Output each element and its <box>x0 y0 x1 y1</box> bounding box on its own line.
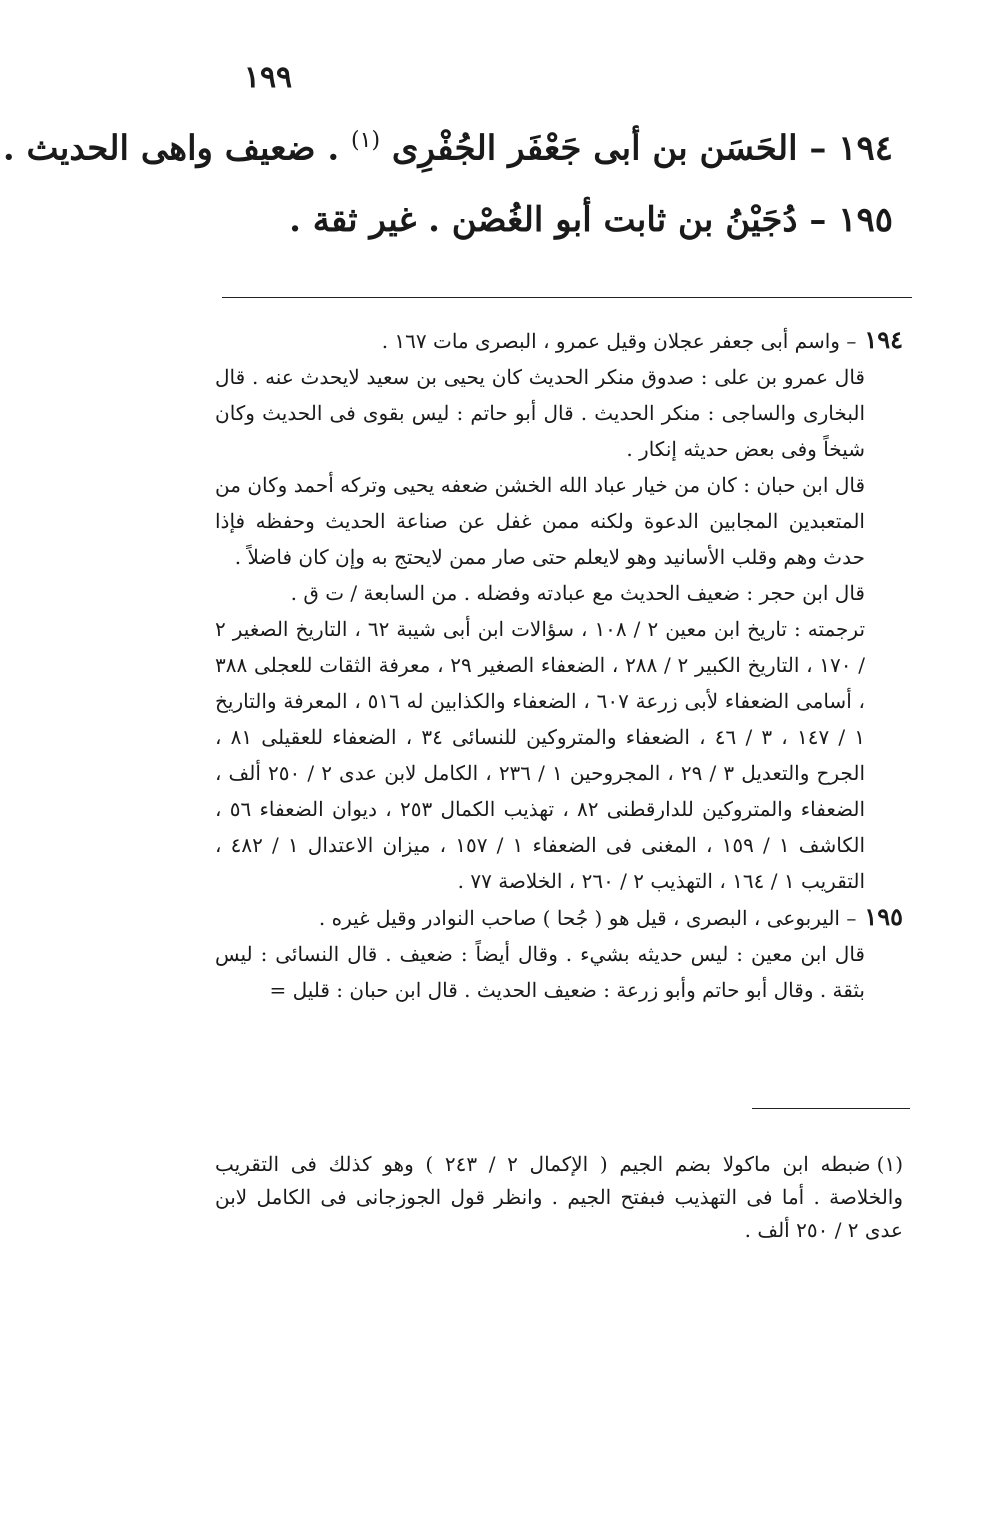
page-number: ١٩٩ <box>243 60 293 95</box>
note-head-text: – اليربوعى ، البصرى ، قيل هو ( جُحا ) صاحب النوادر وقيل غيره . <box>318 906 857 930</box>
note-paragraph: قال ابن معين : ليس حديثه بشيء . وقال أيضاً : ضعيف . قال النسائى : ليس بثقة . وقال أبو حاتم وأبو زرعة : ضعيف الحديث . قال ابن حبان : قليل = <box>215 942 865 1002</box>
note-194 <box>215 322 903 899</box>
footnote-text: ضبطه ابن ماكولا بضم الجيم ( الإكمال ٢ / ٢٤٣ ) وهو كذلك فى التقريب والخلاصة . أما فى التهذيب فبفتح الجيم . وانظر قول الجوزجانى فى الكامل لابن عدى ٢ / ٢٥٠ ألف . <box>215 1152 903 1242</box>
main-divider <box>222 297 912 298</box>
entry-text: دُجَيْنُ بن ثابت أبو الغُصْن . غير ثقة . <box>289 200 798 240</box>
entry-verdict: . ضعيف واهى الحديث . <box>2 128 340 169</box>
note-head <box>215 899 903 936</box>
footnote-ref: (١) <box>351 128 381 153</box>
note-paragraph: قال ابن حبان : كان من خيار عباد الله الخشن ضعفه يحيى وتركه أحمد وكان من المتعبدين المجابين الدعوة ولكنه ممن غفل عن صناعة الحديث وحفظه فإذا حدث وهم وقلب الأسانيد وهو لايعلم حتى صار ممن لايحتج به وإن كان فاضلاً . <box>215 473 865 569</box>
note-paragraph: قال عمرو بن على : صدوق منكر الحديث كان يحيى بن سعيد لايحدث عنه . قال البخارى والساجى : منكر الحديث . قال أبو حاتم : ليس بقوى فى الحديث وكان شيخاً وفى بعض حديثه إنكار . <box>215 365 865 461</box>
note-head <box>215 322 903 359</box>
note-number: ١٩٥ <box>864 902 903 931</box>
footnote <box>215 1148 903 1247</box>
entry-195 <box>120 200 893 241</box>
entry-number: ١٩٤ <box>838 128 893 169</box>
note-paragraph: ترجمته : تاريخ ابن معين ٢ / ١٠٨ ، سؤالات ابن أبى شيبة ٦٢ ، التاريخ الصغير ٢ / ١٧٠ ، التاريخ الكبير ٢ / ٢٨٨ ، الضعفاء الصغير ٢٩ ، معرفة الثقات للعجلى ٣٨٨ ، أسامى الضعفاء لأبى زرعة ٦٠٧ ، الضعفاء والكذابين له ٥١٦ ، المعرفة والتاريخ ١ / ١٤٧ ، ٣ / ٤٦ ، الضعفاء والمتروكين للنسائى ٣٤ ، الضعفاء للعقيلى ٨١ ، الجرح والتعديل ٣ / ٢٩ ، المجروحين ١ / ٢٣٦ ، الكامل لابن عدى ٢ / ٢٥٠ ألف ، الضعفاء والمتروكين للدارقطنى ٨٢ ، تهذيب الكمال ٢٥٣ ، ديوان الضعفاء ٥٦ ، الكاشف ١ / ١٥٩ ، المغنى فى الضعفاء ١ / ١٥٧ ، ميزان الاعتدال ١ / ٤٨٢ ، التقريب ١ / ١٦٤ ، التهذيب ٢ / ٢٦٠ ، الخلاصة ٧٧ . <box>215 617 866 893</box>
note-paragraph: قال ابن حجر : ضعيف الحديث مع عبادته وفضله . من السابعة / ت ق . <box>290 581 865 605</box>
footnote-mark: (١) <box>876 1152 903 1176</box>
note-195 <box>215 899 903 1008</box>
entry-number: ١٩٥ <box>838 200 893 240</box>
entry-dash: – <box>809 128 827 169</box>
note-number: ١٩٤ <box>864 325 903 354</box>
note-head-text: – واسم أبى جعفر عجلان وقيل عمرو ، البصرى مات ١٦٧ . <box>381 329 857 353</box>
entry-194 <box>2 128 893 169</box>
entry-dash: – <box>809 200 827 240</box>
entry-text: الحَسَن بن أبى جَعْفَر الجُفْرِى <box>391 128 798 169</box>
footnote-divider <box>752 1108 910 1109</box>
notes-section <box>215 322 903 1008</box>
